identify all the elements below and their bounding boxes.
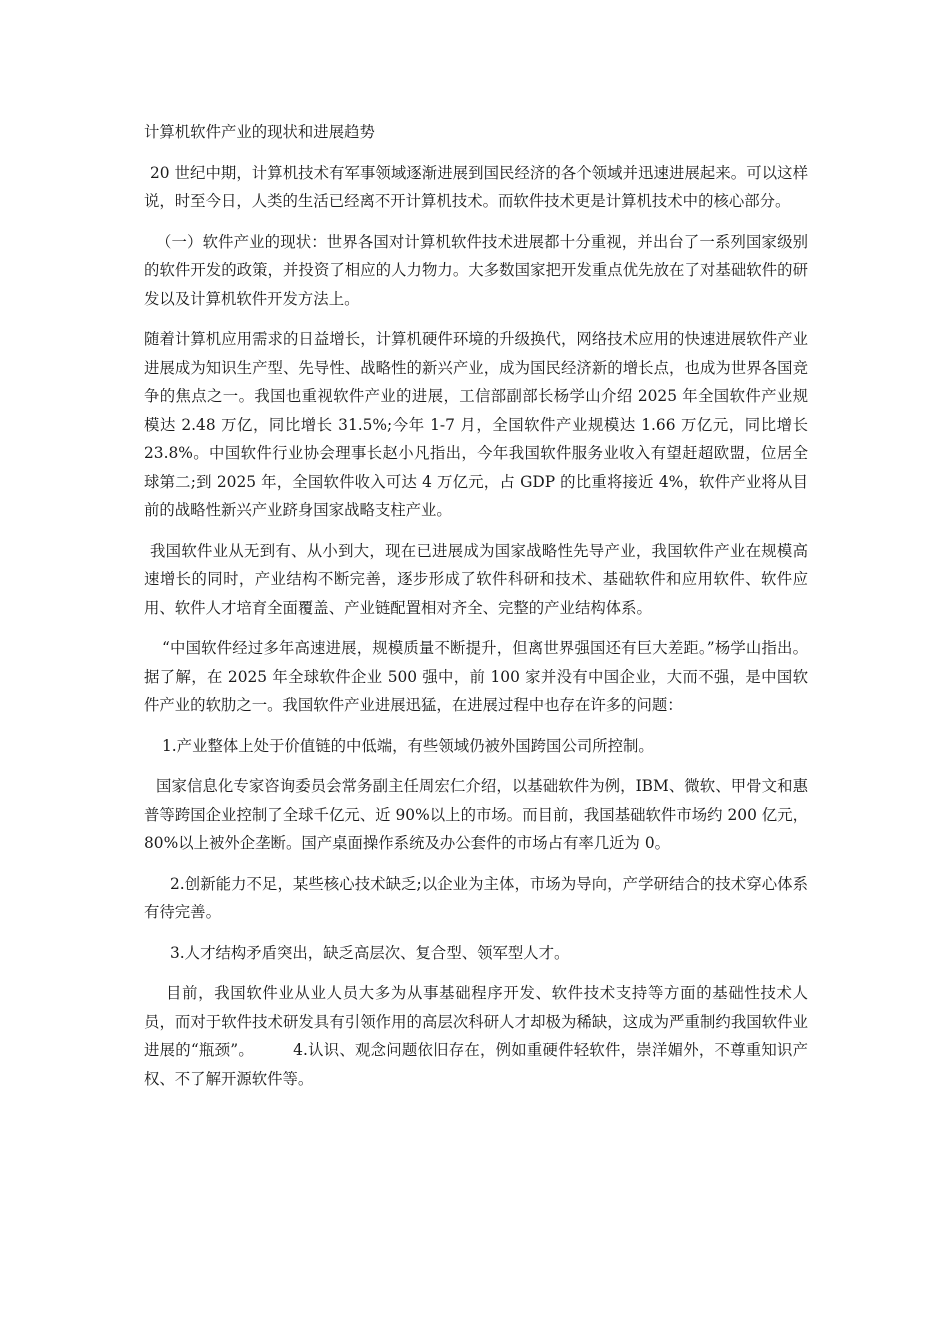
paragraph-problem-1: 1.产业整体上处于价值链的中低端，有些领域仍被外国跨国公司所控制。: [162, 736, 654, 755]
paragraph-growth: 随着计算机应用需求的日益增长，计算机硬件环境的升级换代，网络技术应用的快速进展软件产业进展成为知识生产型、先导性、战略性的新兴产业，成为国民经济新的增长点，也成为世界各国竞争的焦点之一。我国也重视软件产业的进展，工信部副部长杨学山介绍 2025 年全国软件产业规模达 2.48 万亿，同比增长 31.5%;今年 1-7 月，全国软件产业规模达 1.66 万亿元，同比增长 23.8%。中国软件行业协会理事长赵小凡指出，今年我国软件服务业收入有望赶超欧盟，位居全球第二;到 2025 年，全国软件收入可达 4 万亿元，占 GDP 的比重将接近 4%，软件产业将从目前的战略性新兴产业跻身国家战略支柱产业。: [144, 330, 808, 519]
paragraph-talent: 目前，我国软件业从业人员大多为从事基础程序开发、软件技术支持等方面的基础性技术人员，而对于软件技术研发具有引领作用的高层次科研人才却极为稀缺，这成为严重制约我国软件业进展的“瓶颈”。 4.认识、观念问题依旧存在，例如重硬件轻软件，崇洋媚外，不尊重知识产权、不了解开源软件等。: [144, 984, 808, 1088]
paragraph-basic-software: 国家信息化专家咨询委员会常务副主任周宏仁介绍，以基础软件为例，IBM、微软、甲骨文和惠普等跨国企业控制了全球千亿元、近 90%以上的市场。而目前，我国基础软件市场约 200 亿元，80%以上被外企垄断。国产桌面操作系统及办公套件的市场占有率几近为 0。: [144, 777, 808, 852]
paragraph-status: （一）软件产业的现状：世界各国对计算机软件技术进展都十分重视，并出台了一系列国家级别的软件开发的政策，并投资了相应的人力物力。大多数国家把开发重点优先放在了对基础软件的研发以及计算机软件开发方法上。: [144, 232, 808, 308]
document-page: [144, 118, 808, 1105]
paragraph-structure: 我国软件业从无到有、从小到大，现在已进展成为国家战略性先导产业，我国软件产业在规模高速增长的同时，产业结构不断完善，逐步形成了软件科研和技术、基础软件和应用软件、软件应用、软件人才培育全面覆盖、产业链配置相对齐全、完整的产业结构体系。: [144, 541, 808, 617]
paragraph-intro: 20 世纪中期，计算机技术有军事领域逐渐进展到国民经济的各个领域并迅速进展起来。可以这样说，时至今日，人类的生活已经离不开计算机技术。而软件技术更是计算机技术中的核心部分。: [144, 163, 808, 210]
paragraph-gap: “中国软件经过多年高速进展，规模质量不断提升，但离世界强国还有巨大差距。”杨学山指出。据了解，在 2025 年全球软件企业 500 强中，前 100 家并没有中国企业，大而不强，是中国软件产业的软肋之一。我国软件产业进展迅猛，在进展过程中也存在许多的问题：: [144, 639, 808, 714]
paragraph-problem-2: 2.创新能力不足，某些核心技术缺乏;以企业为主体，市场为导向，产学研结合的技术穿心体系有待完善。: [144, 874, 808, 921]
document-title: 计算机软件产业的现状和进展趋势: [144, 123, 375, 141]
paragraph-problem-3: 3.人才结构矛盾突出，缺乏高层次、复合型、领军型人才。: [170, 943, 570, 962]
